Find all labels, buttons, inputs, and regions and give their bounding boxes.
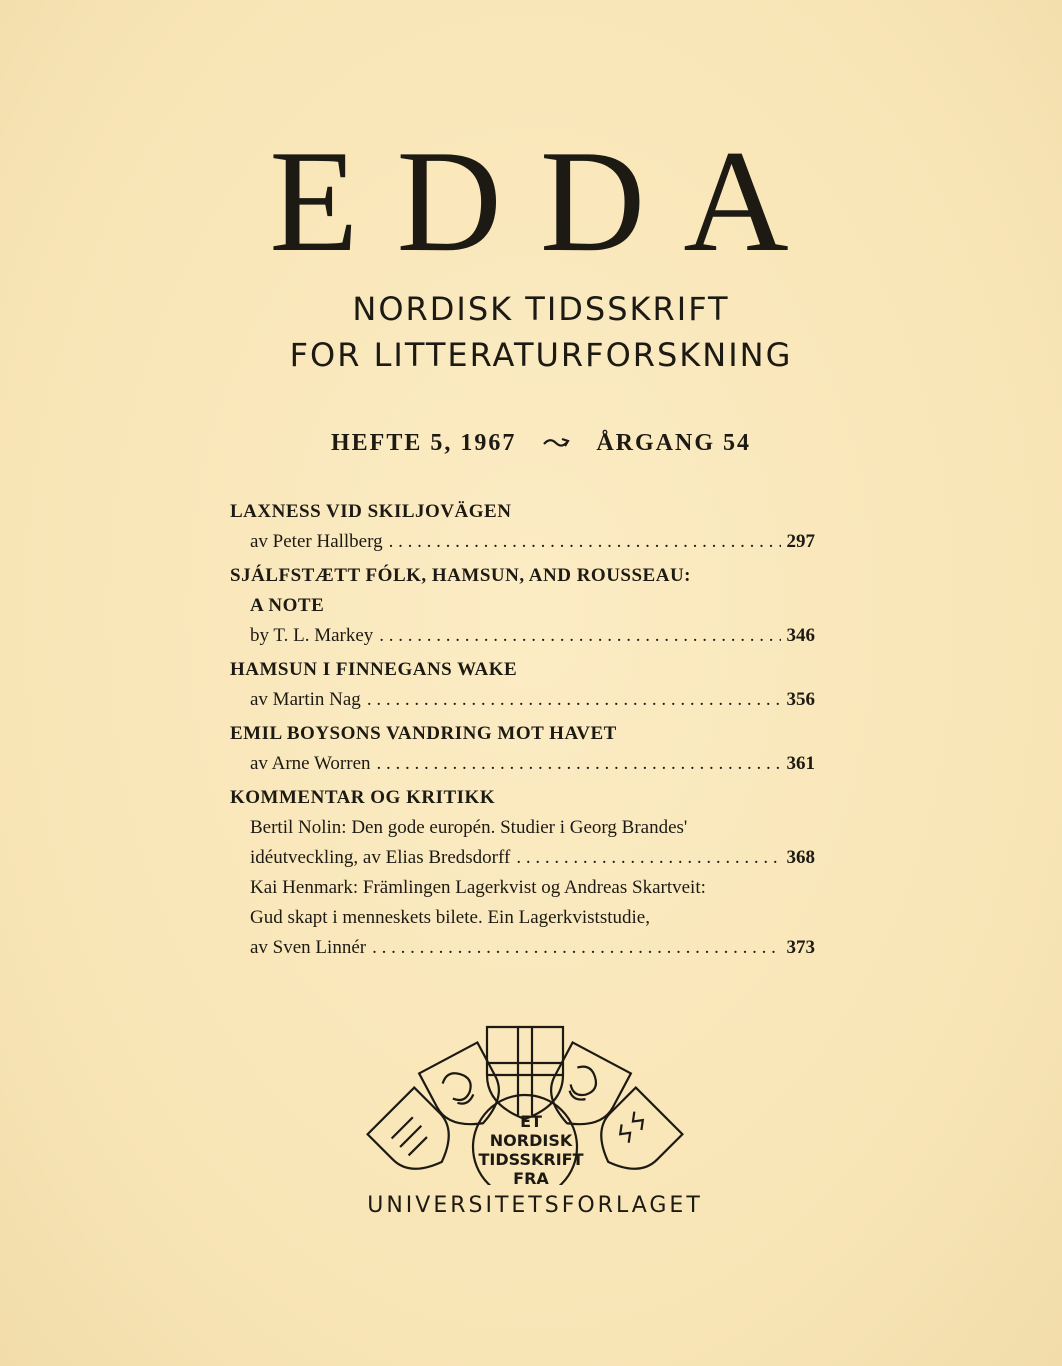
issue-number: HEFTE 5, 1967: [330, 430, 517, 456]
volume-number: ÅRGANG 54: [596, 430, 752, 456]
emblem-line: FRA: [513, 1169, 549, 1188]
dot-leader: [516, 843, 780, 873]
table-of-contents: [230, 497, 815, 963]
emblem-line: NORDISK: [489, 1131, 573, 1150]
review-line: Kai Henmark: Främlingen Lagerkvist og Andreas Skartveit:: [250, 877, 706, 898]
review-line: av Sven Linnér: [250, 937, 367, 958]
toc-author-row: [230, 527, 815, 557]
journal-subtitle: [0, 286, 1062, 378]
review-row: [230, 843, 815, 873]
dot-leader: [389, 527, 781, 557]
toc-author: by T. L. Markey: [250, 625, 374, 646]
emblem-line: ET: [520, 1112, 542, 1131]
emblem-caption: [0, 1112, 1062, 1188]
toc-heading: KOMMENTAR OG KRITIKK: [230, 787, 496, 808]
toc-heading: SJÁLFSTÆTT FÓLK, HAMSUN, AND ROUSSEAU:: [230, 565, 692, 586]
toc-heading-cont: A NOTE: [250, 595, 325, 616]
emblem-line: TIDSSKRIFT: [478, 1150, 584, 1169]
journal-title: EDDA: [269, 120, 827, 282]
toc-page: 373: [786, 937, 815, 958]
toc-entry: [230, 655, 815, 715]
toc-author: av Arne Worren: [250, 753, 371, 774]
toc-heading: EMIL BOYSONS VANDRING MOT HAVET: [230, 723, 617, 744]
toc-page: 297: [786, 531, 815, 552]
toc-author-row: [230, 749, 815, 779]
toc-heading: HAMSUN I FINNEGANS WAKE: [230, 659, 518, 680]
publisher-name: UNIVERSITETSFORLAGET: [367, 1193, 703, 1218]
toc-author: av Martin Nag: [250, 689, 361, 710]
issue-line: [0, 430, 1062, 457]
subtitle-line-2: FOR LITTERATURFORSKNING: [289, 336, 793, 374]
toc-page: 346: [786, 625, 815, 646]
dot-leader: [377, 749, 781, 779]
toc-heading: LAXNESS VID SKILJOVÄGEN: [230, 501, 512, 522]
toc-page: 356: [786, 689, 815, 710]
toc-page: 361: [786, 753, 815, 774]
toc-entry: [230, 561, 815, 651]
toc-author-row: [230, 621, 815, 651]
review-line: idéutveckling, av Elias Bredsdorff: [250, 847, 511, 868]
toc-author-row: [230, 685, 815, 715]
dot-leader: [372, 933, 780, 963]
subtitle-line-1: NORDISK TIDSSKRIFT: [352, 290, 730, 328]
toc-author: av Peter Hallberg: [250, 531, 383, 552]
toc-page: 368: [786, 847, 815, 868]
dot-leader: [379, 621, 780, 651]
ornament-icon: [542, 430, 570, 456]
toc-entry: [230, 719, 815, 779]
toc-entry: [230, 497, 815, 557]
review-row: [230, 933, 815, 963]
dot-leader: [367, 685, 781, 715]
review-line: Bertil Nolin: Den gode europén. Studier i Georg Brandes': [250, 817, 688, 838]
toc-section-kommentar: [230, 783, 815, 963]
review-line: Gud skapt i menneskets bilete. Ein Lagerkviststudie,: [250, 907, 650, 928]
